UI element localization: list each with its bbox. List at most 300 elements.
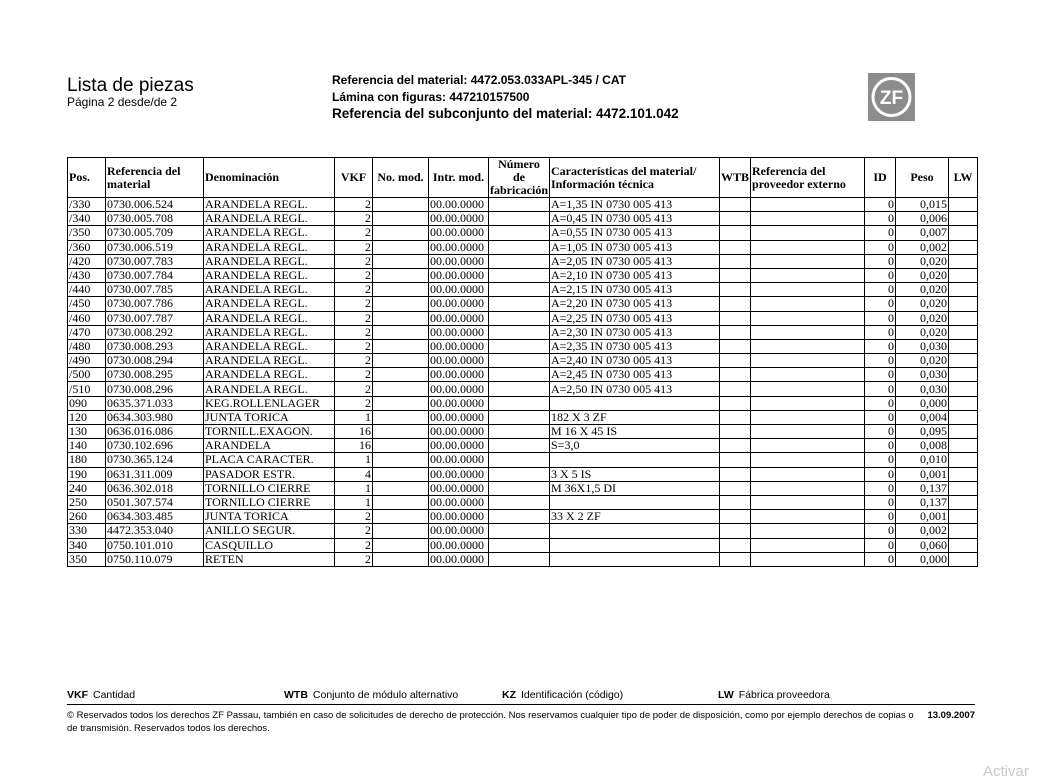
cell-lw — [949, 552, 978, 566]
cell-no-mod — [373, 425, 429, 439]
cell-intr-mod: 00.00.0000 — [429, 368, 489, 382]
cell-weight: 0,020 — [896, 354, 949, 368]
cell-reference: 0501.307.574 — [106, 495, 204, 509]
cell-lw — [949, 297, 978, 311]
cell-id: 0 — [865, 510, 896, 524]
cell-vkf: 1 — [335, 495, 373, 509]
cell-no-mod — [373, 538, 429, 552]
cell-lw — [949, 368, 978, 382]
cell-vkf: 2 — [335, 524, 373, 538]
cell-id: 0 — [865, 396, 896, 410]
table-row — [68, 510, 978, 524]
col-vkf: VKF — [335, 158, 373, 198]
cell-supplier-reference — [751, 368, 865, 382]
col-reference: Referencia del material — [106, 158, 204, 198]
cell-weight: 0,002 — [896, 240, 949, 254]
col-lw: LW — [949, 158, 978, 198]
cell-pos: /490 — [68, 354, 106, 368]
table-row — [68, 212, 978, 226]
cell-wtb — [720, 354, 751, 368]
cell-lw — [949, 538, 978, 552]
cell-id: 0 — [865, 481, 896, 495]
col-pos: Pos. — [68, 158, 106, 198]
cell-reference: 0730.006.519 — [106, 240, 204, 254]
col-characteristics: Características del material/ Información técnica — [550, 158, 720, 198]
activation-watermark: Activar — [983, 763, 1029, 780]
cell-id: 0 — [865, 538, 896, 552]
cell-intr-mod: 00.00.0000 — [429, 254, 489, 268]
cell-supplier-reference — [751, 495, 865, 509]
cell-supplier-reference — [751, 212, 865, 226]
cell-pos: 120 — [68, 410, 106, 424]
cell-fabrication-number — [489, 198, 550, 212]
cell-supplier-reference — [751, 325, 865, 339]
cell-intr-mod: 00.00.0000 — [429, 510, 489, 524]
cell-intr-mod: 00.00.0000 — [429, 212, 489, 226]
cell-wtb — [720, 254, 751, 268]
cell-vkf: 2 — [335, 382, 373, 396]
legend-wtb: WTB Conjunto de módulo alternativo — [284, 689, 459, 701]
cell-id: 0 — [865, 311, 896, 325]
cell-weight: 0,020 — [896, 268, 949, 282]
cell-characteristics: A=2,05 IN 0730 005 413 — [550, 254, 720, 268]
cell-denomination: ARANDELA REGL. — [204, 283, 335, 297]
cell-fabrication-number — [489, 283, 550, 297]
cell-intr-mod: 00.00.0000 — [429, 425, 489, 439]
cell-wtb — [720, 226, 751, 240]
cell-reference: 0730.005.708 — [106, 212, 204, 226]
cell-reference: 0730.008.296 — [106, 382, 204, 396]
table-row — [68, 425, 978, 439]
cell-supplier-reference — [751, 354, 865, 368]
cell-weight: 0,020 — [896, 311, 949, 325]
cell-characteristics: A=2,40 IN 0730 005 413 — [550, 354, 720, 368]
cell-no-mod — [373, 524, 429, 538]
cell-wtb — [720, 481, 751, 495]
cell-pos: 250 — [68, 495, 106, 509]
legend-lw: LW Fábrica proveedora — [718, 689, 830, 701]
cell-no-mod — [373, 297, 429, 311]
cell-supplier-reference — [751, 538, 865, 552]
drawing-reference: Lámina con figuras: 447210157500 — [332, 89, 530, 104]
col-weight: Peso — [896, 158, 949, 198]
cell-supplier-reference — [751, 339, 865, 353]
cell-wtb — [720, 212, 751, 226]
cell-no-mod — [373, 481, 429, 495]
cell-denomination: JUNTA TORICA — [204, 510, 335, 524]
table-row — [68, 481, 978, 495]
legend-vkf: VKF Cantidad — [67, 689, 136, 701]
table-row — [68, 325, 978, 339]
table-row — [68, 453, 978, 467]
cell-weight: 0,020 — [896, 283, 949, 297]
col-fabrication-number: Número de fabricación — [490, 157, 548, 197]
cell-fabrication-number — [489, 439, 550, 453]
cell-characteristics: A=2,15 IN 0730 005 413 — [550, 283, 720, 297]
cell-reference: 0730.007.785 — [106, 283, 204, 297]
cell-vkf: 16 — [335, 425, 373, 439]
cell-intr-mod: 00.00.0000 — [429, 453, 489, 467]
cell-intr-mod: 00.00.0000 — [429, 198, 489, 212]
cell-intr-mod: 00.00.0000 — [429, 396, 489, 410]
cell-pos: /470 — [68, 325, 106, 339]
cell-id: 0 — [865, 240, 896, 254]
cell-fabrication-number — [489, 254, 550, 268]
cell-weight: 0,030 — [896, 368, 949, 382]
cell-vkf: 16 — [335, 439, 373, 453]
cell-pos: /450 — [68, 297, 106, 311]
cell-fabrication-number — [489, 311, 550, 325]
table-row — [68, 467, 978, 481]
cell-vkf: 4 — [335, 467, 373, 481]
cell-characteristics: A=0,45 IN 0730 005 413 — [550, 212, 720, 226]
cell-weight: 0,020 — [896, 254, 949, 268]
table-row — [68, 339, 978, 353]
cell-vkf: 2 — [335, 240, 373, 254]
cell-characteristics: S=3,0 — [550, 439, 720, 453]
cell-weight: 0,004 — [896, 410, 949, 424]
cell-weight: 0,020 — [896, 325, 949, 339]
cell-id: 0 — [865, 439, 896, 453]
cell-lw — [949, 212, 978, 226]
table-row — [68, 552, 978, 566]
cell-vkf: 1 — [335, 410, 373, 424]
cell-reference: 0730.006.524 — [106, 198, 204, 212]
cell-fabrication-number — [489, 382, 550, 396]
cell-vkf: 2 — [335, 268, 373, 282]
cell-denomination: ARANDELA REGL. — [204, 254, 335, 268]
cell-id: 0 — [865, 552, 896, 566]
cell-no-mod — [373, 396, 429, 410]
cell-characteristics: A=2,45 IN 0730 005 413 — [550, 368, 720, 382]
logo-text: ZF — [879, 88, 904, 109]
cell-wtb — [720, 510, 751, 524]
material-reference: Referencia del material: 4472.053.033APL-345 / CAT — [332, 73, 626, 87]
cell-denomination: ARANDELA REGL. — [204, 297, 335, 311]
cell-wtb — [720, 311, 751, 325]
cell-denomination: TORNILLO CIERRE — [204, 481, 335, 495]
cell-supplier-reference — [751, 524, 865, 538]
cell-id: 0 — [865, 325, 896, 339]
table-row — [68, 382, 978, 396]
cell-fabrication-number — [489, 524, 550, 538]
cell-reference: 0634.303.980 — [106, 410, 204, 424]
cell-id: 0 — [865, 524, 896, 538]
table-row — [68, 410, 978, 424]
cell-reference: 0634.303.485 — [106, 510, 204, 524]
cell-fabrication-number — [489, 495, 550, 509]
cell-fabrication-number — [489, 339, 550, 353]
cell-lw — [949, 283, 978, 297]
cell-characteristics — [550, 552, 720, 566]
cell-intr-mod: 00.00.0000 — [429, 268, 489, 282]
footer — [67, 709, 975, 735]
cell-supplier-reference — [751, 382, 865, 396]
col-denomination: Denominación — [204, 158, 335, 198]
cell-wtb — [720, 439, 751, 453]
cell-vkf: 2 — [335, 283, 373, 297]
cell-reference: 0730.008.295 — [106, 368, 204, 382]
cell-wtb — [720, 495, 751, 509]
cell-lw — [949, 524, 978, 538]
cell-denomination: ARANDELA REGL. — [204, 339, 335, 353]
cell-denomination: ARANDELA REGL. — [204, 368, 335, 382]
cell-vkf: 2 — [335, 254, 373, 268]
cell-lw — [949, 467, 978, 481]
cell-characteristics: A=2,20 IN 0730 005 413 — [550, 297, 720, 311]
cell-wtb — [720, 297, 751, 311]
cell-intr-mod: 00.00.0000 — [429, 240, 489, 254]
cell-id: 0 — [865, 425, 896, 439]
cell-supplier-reference — [751, 226, 865, 240]
cell-reference: 0730.005.709 — [106, 226, 204, 240]
cell-vkf: 1 — [335, 453, 373, 467]
cell-weight: 0,137 — [896, 495, 949, 509]
cell-fabrication-number — [489, 510, 550, 524]
cell-denomination: ARANDELA REGL. — [204, 240, 335, 254]
cell-vkf: 2 — [335, 311, 373, 325]
cell-vkf: 2 — [335, 510, 373, 524]
cell-id: 0 — [865, 297, 896, 311]
footer-date: 13.09.2007 — [927, 710, 975, 721]
cell-pos: /420 — [68, 254, 106, 268]
cell-supplier-reference — [751, 311, 865, 325]
cell-intr-mod: 00.00.0000 — [429, 311, 489, 325]
cell-characteristics: M 36X1,5 DI — [550, 481, 720, 495]
cell-intr-mod: 00.00.0000 — [429, 297, 489, 311]
cell-wtb — [720, 467, 751, 481]
col-supplier-reference: Referencia del proveedor externo — [751, 158, 865, 198]
cell-lw — [949, 325, 978, 339]
col-id: ID — [865, 158, 896, 198]
cell-lw — [949, 354, 978, 368]
cell-supplier-reference — [751, 283, 865, 297]
cell-supplier-reference — [751, 240, 865, 254]
cell-wtb — [720, 396, 751, 410]
cell-supplier-reference — [751, 425, 865, 439]
cell-characteristics: A=2,35 IN 0730 005 413 — [550, 339, 720, 353]
cell-pos: /430 — [68, 268, 106, 282]
cell-lw — [949, 439, 978, 453]
cell-denomination: ARANDELA REGL. — [204, 311, 335, 325]
cell-intr-mod: 00.00.0000 — [429, 354, 489, 368]
cell-reference: 0730.102.696 — [106, 439, 204, 453]
cell-vkf: 2 — [335, 212, 373, 226]
cell-lw — [949, 311, 978, 325]
cell-supplier-reference — [751, 410, 865, 424]
table-row — [68, 439, 978, 453]
cell-pos: 140 — [68, 439, 106, 453]
cell-lw — [949, 268, 978, 282]
cell-characteristics — [550, 396, 720, 410]
cell-wtb — [720, 198, 751, 212]
cell-lw — [949, 396, 978, 410]
cell-intr-mod: 00.00.0000 — [429, 524, 489, 538]
cell-reference: 0730.007.784 — [106, 268, 204, 282]
cell-supplier-reference — [751, 467, 865, 481]
cell-vkf: 2 — [335, 226, 373, 240]
cell-characteristics: 33 X 2 ZF — [550, 510, 720, 524]
cell-pos: /500 — [68, 368, 106, 382]
cell-reference: 0636.302.018 — [106, 481, 204, 495]
cell-no-mod — [373, 198, 429, 212]
cell-id: 0 — [865, 283, 896, 297]
cell-fabrication-number — [489, 325, 550, 339]
cell-vkf: 2 — [335, 538, 373, 552]
cell-fabrication-number — [489, 240, 550, 254]
cell-no-mod — [373, 339, 429, 353]
cell-fabrication-number — [489, 410, 550, 424]
cell-weight: 0,000 — [896, 396, 949, 410]
cell-pos: 090 — [68, 396, 106, 410]
cell-denomination: ARANDELA REGL. — [204, 382, 335, 396]
table-row — [68, 524, 978, 538]
page-number: Página 2 desde/de 2 — [67, 95, 178, 109]
cell-intr-mod: 00.00.0000 — [429, 410, 489, 424]
cell-supplier-reference — [751, 198, 865, 212]
cell-denomination: ARANDELA REGL. — [204, 212, 335, 226]
parts-table — [67, 157, 978, 567]
cell-pos: 350 — [68, 552, 106, 566]
cell-pos: /350 — [68, 226, 106, 240]
cell-wtb — [720, 240, 751, 254]
table-row — [68, 495, 978, 509]
cell-supplier-reference — [751, 481, 865, 495]
cell-vkf: 2 — [335, 339, 373, 353]
cell-intr-mod: 00.00.0000 — [429, 283, 489, 297]
cell-characteristics: 3 X 5 IS — [550, 467, 720, 481]
cell-weight: 0,015 — [896, 198, 949, 212]
cell-weight: 0,001 — [896, 467, 949, 481]
cell-id: 0 — [865, 339, 896, 353]
table-row — [68, 198, 978, 212]
cell-wtb — [720, 368, 751, 382]
cell-denomination: RETEN — [204, 552, 335, 566]
cell-wtb — [720, 552, 751, 566]
cell-fabrication-number — [489, 368, 550, 382]
cell-vkf: 2 — [335, 297, 373, 311]
cell-wtb — [720, 524, 751, 538]
cell-reference: 0631.311.009 — [106, 467, 204, 481]
cell-pos: /480 — [68, 339, 106, 353]
cell-no-mod — [373, 410, 429, 424]
cell-pos: /510 — [68, 382, 106, 396]
cell-denomination: PLACA CARACTER. — [204, 453, 335, 467]
cell-reference: 0730.008.292 — [106, 325, 204, 339]
cell-fabrication-number — [489, 268, 550, 282]
page-title: Lista de piezas — [67, 75, 194, 96]
cell-no-mod — [373, 268, 429, 282]
cell-characteristics: A=2,30 IN 0730 005 413 — [550, 325, 720, 339]
cell-reference: 4472.353.040 — [106, 524, 204, 538]
cell-characteristics: A=1,05 IN 0730 005 413 — [550, 240, 720, 254]
cell-intr-mod: 00.00.0000 — [429, 439, 489, 453]
cell-characteristics — [550, 538, 720, 552]
cell-fabrication-number — [489, 467, 550, 481]
table-row — [68, 297, 978, 311]
cell-no-mod — [373, 453, 429, 467]
table-row — [68, 396, 978, 410]
cell-pos: /440 — [68, 283, 106, 297]
cell-intr-mod: 00.00.0000 — [429, 538, 489, 552]
cell-lw — [949, 425, 978, 439]
cell-characteristics: 182 X 3 ZF — [550, 410, 720, 424]
cell-wtb — [720, 410, 751, 424]
cell-pos: 180 — [68, 453, 106, 467]
cell-supplier-reference — [751, 510, 865, 524]
cell-denomination: ARANDELA — [204, 439, 335, 453]
cell-wtb — [720, 268, 751, 282]
cell-characteristics — [550, 524, 720, 538]
cell-no-mod — [373, 254, 429, 268]
cell-no-mod — [373, 467, 429, 481]
cell-no-mod — [373, 311, 429, 325]
cell-wtb — [720, 325, 751, 339]
cell-id: 0 — [865, 254, 896, 268]
cell-reference: 0730.365.124 — [106, 453, 204, 467]
cell-pos: 130 — [68, 425, 106, 439]
cell-lw — [949, 410, 978, 424]
cell-intr-mod: 00.00.0000 — [429, 339, 489, 353]
legend-kz: KZ Identificación (código) — [502, 689, 624, 701]
cell-denomination: CASQUILLO — [204, 538, 335, 552]
cell-id: 0 — [865, 453, 896, 467]
cell-fabrication-number — [489, 297, 550, 311]
cell-lw — [949, 495, 978, 509]
cell-reference: 0730.008.293 — [106, 339, 204, 353]
footer-divider — [67, 704, 975, 705]
cell-vkf: 1 — [335, 481, 373, 495]
cell-pos: 260 — [68, 510, 106, 524]
cell-pos: 240 — [68, 481, 106, 495]
cell-lw — [949, 226, 978, 240]
cell-no-mod — [373, 510, 429, 524]
cell-characteristics: M 16 X 45 IS — [550, 425, 720, 439]
title-block — [67, 76, 194, 109]
cell-intr-mod: 00.00.0000 — [429, 481, 489, 495]
table-row — [68, 311, 978, 325]
cell-denomination: TORNILLO CIERRE — [204, 495, 335, 509]
cell-pos: /360 — [68, 240, 106, 254]
cell-supplier-reference — [751, 439, 865, 453]
cell-wtb — [720, 283, 751, 297]
cell-fabrication-number — [489, 481, 550, 495]
cell-no-mod — [373, 325, 429, 339]
cell-pos: /340 — [68, 212, 106, 226]
cell-weight: 0,008 — [896, 439, 949, 453]
cell-characteristics: A=2,10 IN 0730 005 413 — [550, 268, 720, 282]
cell-intr-mod: 00.00.0000 — [429, 552, 489, 566]
cell-lw — [949, 198, 978, 212]
cell-fabrication-number — [489, 226, 550, 240]
cell-weight: 0,020 — [896, 297, 949, 311]
cell-reference: 0730.007.787 — [106, 311, 204, 325]
cell-intr-mod: 00.00.0000 — [429, 382, 489, 396]
table-row — [68, 283, 978, 297]
cell-denomination: JUNTA TORICA — [204, 410, 335, 424]
reference-block — [332, 72, 679, 122]
cell-weight: 0,010 — [896, 453, 949, 467]
cell-id: 0 — [865, 410, 896, 424]
cell-weight: 0,030 — [896, 339, 949, 353]
cell-id: 0 — [865, 226, 896, 240]
cell-pos: 190 — [68, 467, 106, 481]
cell-lw — [949, 240, 978, 254]
cell-weight: 0,006 — [896, 212, 949, 226]
cell-supplier-reference — [751, 396, 865, 410]
cell-lw — [949, 339, 978, 353]
cell-id: 0 — [865, 382, 896, 396]
